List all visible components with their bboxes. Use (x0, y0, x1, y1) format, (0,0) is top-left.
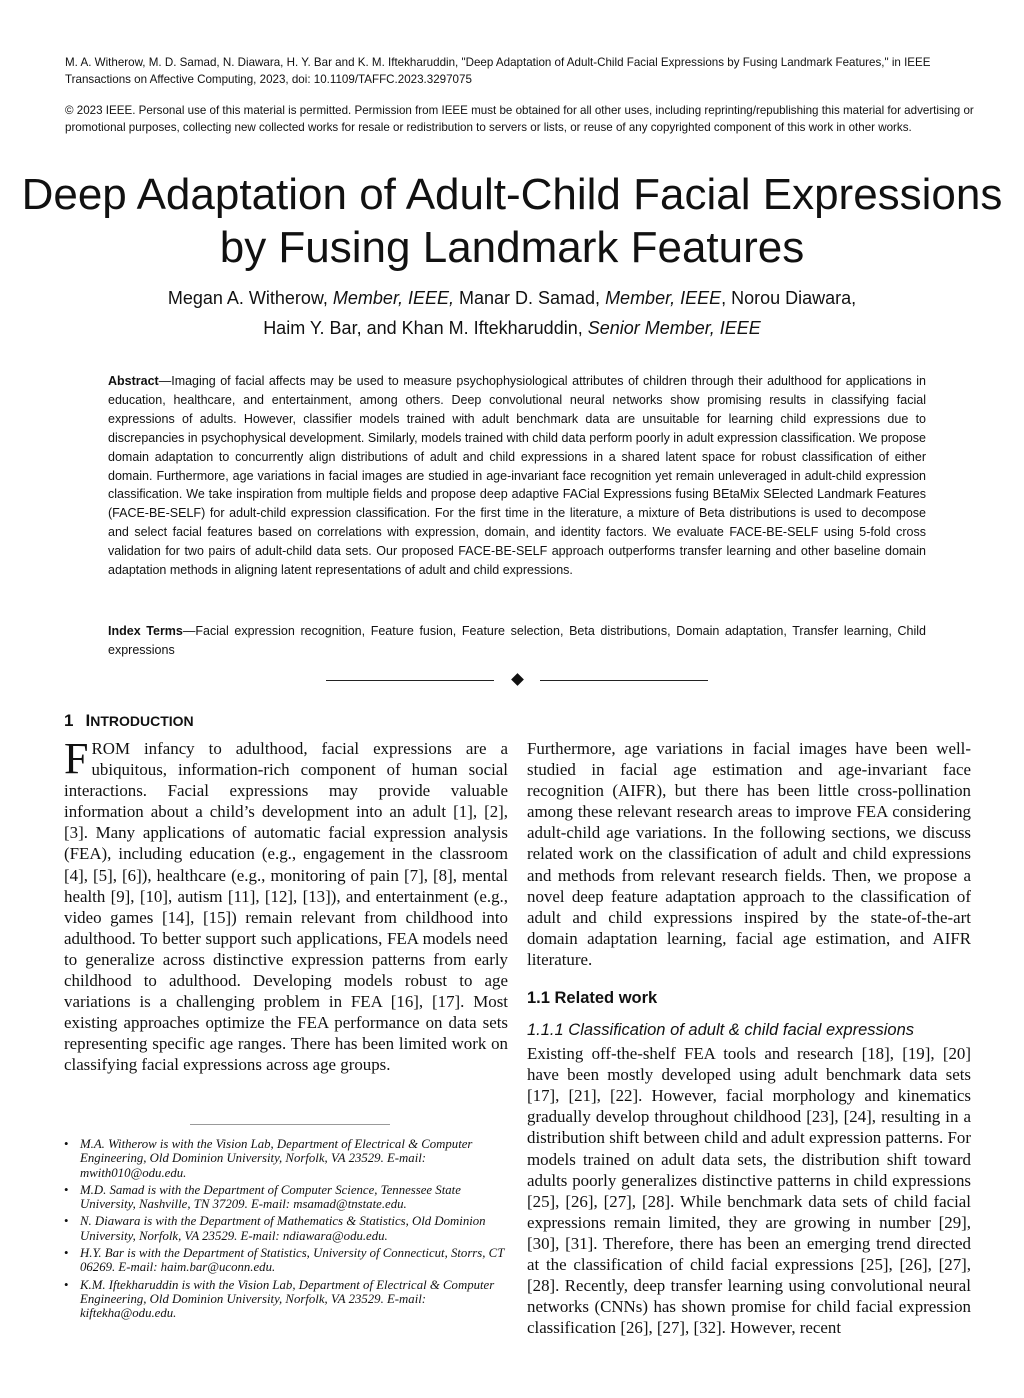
bullet-icon: • (64, 1137, 69, 1151)
author-list (0, 283, 1024, 343)
footnote-item (62, 1137, 517, 1180)
author-3: , Norou Diawara, (721, 288, 857, 308)
bullet-icon: • (64, 1182, 69, 1197)
author-line-1 (0, 283, 1024, 313)
abstract-text: —Imaging of facial affects may be used to measure psychophysiological attributes of children through their adulthood for applications in education, healthcare, and entertainment, among others. Deep convolutional neural networks show promising results in classifying facial expressions of adults. However, classifier models trained with adult benchmark data are unsuitable for learning child expressions due to discrepancies in psychophysical development. Similarly, models trained with child data perform poorly in adult expression classification. We propose domain adaptation to concurrently align distributions of adult and child expressions in a shared latent space for robust classification of either domain. Furthermore, age variations in facial images are studied in age-invariant face recognition yet remain unleveraged in adult-child expression classification. We take inspiration from multiple fields and propose deep adaptive FACial Expressions fusing BEtaMix SElected Landmark Features (FACE-BE-SELF) for adult-child expression classification. For the first time in the literature, a mixture of Beta distributions is used to decompose and select facial features based on correlations with expression, domain, and identity factors. We evaluate FACE-BE-SELF using 5-fold cross validation for two pairs of adult-child data sets. Our proposed FACE-BE-SELF approach outperforms transfer learning and other baseline domain adaptation methods in aligning latent representations of adult and child expressions. (108, 374, 926, 578)
drop-cap: F (64, 734, 89, 783)
subsubsection-heading: 1.1.1 Classification of adult & child facial expressions (527, 1021, 915, 1040)
author-5-role: Senior Member, IEEE (587, 318, 761, 338)
citation-notice: M. A. Witherow, M. D. Samad, N. Diawara, H. Y. Bar and K. M. Iftekharuddin, "Deep Adaptation of Adult-Child Facial Expressions by Fusing Landmark Features," in IEEE Transactions on Affective Computing, 2023, doi: 10.1109/TAFFC.2023.3297075 (65, 56, 931, 86)
section-title-initial: I (85, 711, 91, 730)
footnote-text: N. Diawara is with the Department of Mathematics & Statistics, Old Dominion University, Norfolk, VA 23529. E-mail: ndiawara@odu.edu. (80, 1214, 486, 1243)
footnote-item (62, 1183, 517, 1212)
dropcap-rest: ROM (91, 739, 130, 758)
footnote-rule (190, 1124, 390, 1125)
index-terms-label: Index Terms (108, 624, 183, 638)
paper-title: Deep Adaptation of Adult-Child Facial Expressions by Fusing Landmark Features (21, 170, 1003, 272)
footnote-text: K.M. Iftekharuddin is with the Vision Lab, Department of Electrical & Computer Engineering, Old Dominion University, Norfolk, VA 23529. E-mail: kiftekha@odu.edu. (80, 1277, 495, 1321)
intro-paragraph-1-text: infancy to adulthood, facial expressions are a ubiquitous, information-rich component of human social interactions. Facial expressions may provide valuable information about a child’s development into an adult [1], [2], [3]. Many applications of automatic facial expression analysis (FEA), including education (e.g., engagement in the classroom [4], [5], [6]), healthcare (e.g., monitoring of pain [7], [8], mental health [9], [10], autism [11], [12], [13]), and entertainment (e.g., video games [14], [15]) remain relevant from childhood into adulthood. To better support such applications, FEA models need to generalize across distinctive expression patterns from early childhood to adulthood. Developing models robust to age variations is a challenging problem in FEA [16], [17]. Most existing approaches optimize the FEA performance on data sets representing specific age ranges. There has been limited work on classifying facial expressions across age groups. (64, 739, 508, 1075)
intro-paragraph-1 (64, 734, 508, 1076)
section-title-rest: NTRODUCTION (90, 713, 194, 729)
index-terms (108, 622, 926, 660)
section-number: 1 (64, 711, 74, 730)
section-1-heading (64, 708, 508, 738)
index-terms-text: —Facial expression recognition, Feature fusion, Feature selection, Beta distributions, Domain adaptation, Transfer learning, Child expressions (108, 624, 926, 657)
footnote-item (62, 1214, 517, 1243)
bullet-icon: • (64, 1214, 69, 1229)
bullet-icon: • (64, 1277, 69, 1292)
intro-paragraph-2: Furthermore, age variations in facial images have been well-studied in facial age estimation and age-invariant face recognition (AIFR), but there has been little cross-pollination among these relevant research areas to improve FEA considering adult-child age variations. In the following sections, we discuss related work on the classification of adult and child expressions and methods from relevant research fields. Then, we propose a novel deep feature adaptation approach to the classification of adult and child expressions inspired by the state-of-the-art domain adaptation learning, facial age estimation, and AIFR literature. (527, 739, 971, 969)
divider-line-left (326, 680, 494, 681)
author-line-2 (0, 313, 1024, 343)
section-divider (326, 672, 712, 690)
footnote-item (62, 1246, 517, 1275)
author-2: Manar D. Samad, (458, 288, 601, 308)
related-work-paragraph: Existing off-the-shelf FEA tools and research [18], [19], [20] have been mostly developed using adult benchmark data sets [17], [21], [22]. However, facial morphology and kinematics gradually develop throughout childhood [23], [24], resulting in a distribution shift between child and adult expression patterns. For models trained on adult data sets, the distribution shift toward adults poorly generalizes distinctive patterns in child expressions [25], [26], [27], [28]. While benchmark data sets of child facial expressions remain limited, they are growing in number [29], [30], [31]. Therefore, there has been an emerging trend directed at the classification of child facial expressions [25], [26], [27], [28]. Recently, deep transfer learning using convolutional neural networks (CNNs) has shown promise for child facial expression classification [26], [27], [32]. However, recent (527, 1044, 971, 1338)
author-1-role: Member, IEEE, (332, 288, 454, 308)
author-4-5: Haim Y. Bar, and Khan M. Iftekharuddin, (263, 318, 583, 338)
bullet-icon: • (64, 1246, 69, 1261)
author-2-role: Member, IEEE (605, 288, 722, 308)
subsection-heading: 1.1 Related work (527, 989, 658, 1008)
abstract-label: Abstract (108, 374, 159, 388)
footnote-text: H.Y. Bar is with the Department of Statistics, University of Connecticut, Storrs, CT 06269. E-mail: haim.bar@uconn.edu. (80, 1246, 505, 1275)
left-column (64, 708, 508, 1076)
affiliation-footnotes (62, 1137, 517, 1324)
right-column (527, 738, 971, 1338)
footnote-item (62, 1278, 517, 1321)
abstract (108, 372, 926, 580)
footnote-text: M.D. Samad is with the Department of Computer Science, Tennessee State University, Nashville, TN 37209. E-mail: msamad@tnstate.edu. (80, 1182, 461, 1212)
diamond-icon (511, 673, 524, 686)
author-1: Megan A. Witherow, (167, 288, 328, 308)
copyright-notice: © 2023 IEEE. Personal use of this material is permitted. Permission from IEEE must be obtained for all other uses, including reprinting/republishing this material for advertising or promotional purposes, collecting new collected works for resale or redistribution to servers or lists, or reuse of any copyrighted component of this work in other works. (65, 104, 974, 134)
divider-line-right (540, 680, 708, 681)
footnote-text: M.A. Witherow is with the Vision Lab, Department of Electrical & Computer Engineering, Old Dominion University, Norfolk, VA 23529. E-mail: mwith010@odu.edu. (80, 1137, 473, 1180)
